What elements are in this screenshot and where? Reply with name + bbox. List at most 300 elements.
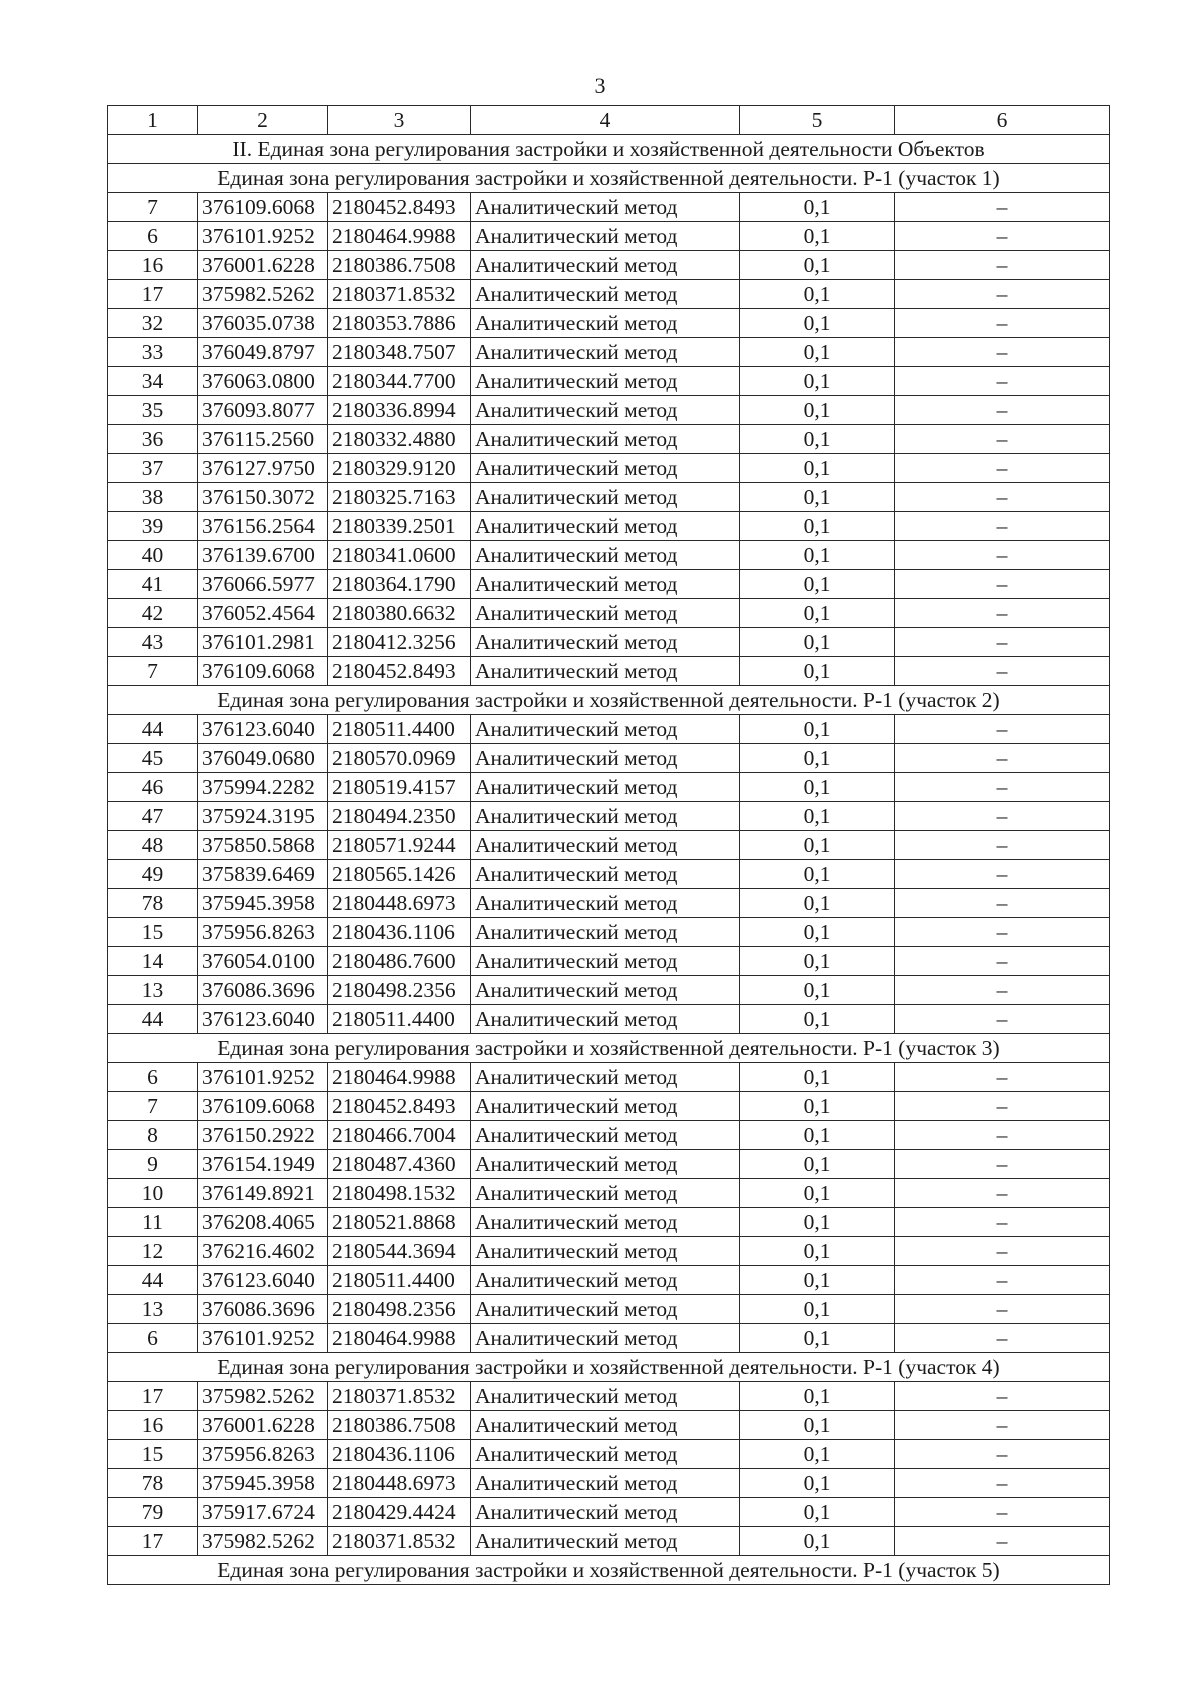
- note-cell: –: [895, 860, 1110, 889]
- y-coordinate-cell: 2180341.0600: [328, 541, 471, 570]
- table-row: [108, 280, 1110, 309]
- precision-cell: 0,1: [740, 1208, 895, 1237]
- y-coordinate-cell: 2180371.8532: [328, 280, 471, 309]
- note-cell: –: [895, 280, 1110, 309]
- table-row: [108, 483, 1110, 512]
- precision-cell: 0,1: [740, 280, 895, 309]
- note-cell: –: [895, 599, 1110, 628]
- y-coordinate-cell: 2180544.3694: [328, 1237, 471, 1266]
- table-row: [108, 1498, 1110, 1527]
- point-number-cell: 16: [108, 1411, 198, 1440]
- column-header: 2: [198, 106, 328, 135]
- table-row: [108, 1324, 1110, 1353]
- precision-cell: 0,1: [740, 1179, 895, 1208]
- group-title: Единая зона регулирования застройки и хозяйственной деятельности. Р-1 (участок 3): [108, 1034, 1110, 1063]
- table-row: [108, 1382, 1110, 1411]
- y-coordinate-cell: 2180464.9988: [328, 1324, 471, 1353]
- precision-cell: 0,1: [740, 570, 895, 599]
- note-cell: –: [895, 802, 1110, 831]
- method-cell: Аналитический метод: [471, 715, 740, 744]
- x-coordinate-cell: 375956.8263: [198, 1440, 328, 1469]
- y-coordinate-cell: 2180436.1106: [328, 918, 471, 947]
- point-number-cell: 16: [108, 251, 198, 280]
- precision-cell: 0,1: [740, 802, 895, 831]
- note-cell: –: [895, 1440, 1110, 1469]
- y-coordinate-cell: 2180329.9120: [328, 454, 471, 483]
- x-coordinate-cell: 376101.9252: [198, 222, 328, 251]
- precision-cell: 0,1: [740, 947, 895, 976]
- method-cell: Аналитический метод: [471, 251, 740, 280]
- y-coordinate-cell: 2180486.7600: [328, 947, 471, 976]
- note-cell: –: [895, 918, 1110, 947]
- column-header: 6: [895, 106, 1110, 135]
- x-coordinate-cell: 375982.5262: [198, 280, 328, 309]
- x-coordinate-cell: 376115.2560: [198, 425, 328, 454]
- x-coordinate-cell: 376049.0680: [198, 744, 328, 773]
- point-number-cell: 47: [108, 802, 198, 831]
- table-row: [108, 1527, 1110, 1556]
- precision-cell: 0,1: [740, 1411, 895, 1440]
- table-row: [108, 425, 1110, 454]
- point-number-cell: 9: [108, 1150, 198, 1179]
- precision-cell: 0,1: [740, 396, 895, 425]
- point-number-cell: 78: [108, 1469, 198, 1498]
- precision-cell: 0,1: [740, 831, 895, 860]
- precision-cell: 0,1: [740, 1440, 895, 1469]
- y-coordinate-cell: 2180511.4400: [328, 1005, 471, 1034]
- y-coordinate-cell: 2180511.4400: [328, 1266, 471, 1295]
- precision-cell: 0,1: [740, 1092, 895, 1121]
- point-number-cell: 38: [108, 483, 198, 512]
- point-number-cell: 48: [108, 831, 198, 860]
- note-cell: –: [895, 1382, 1110, 1411]
- group-title-row: [108, 1353, 1110, 1382]
- point-number-cell: 39: [108, 512, 198, 541]
- precision-cell: 0,1: [740, 918, 895, 947]
- x-coordinate-cell: 376109.6068: [198, 1092, 328, 1121]
- x-coordinate-cell: 375850.5868: [198, 831, 328, 860]
- point-number-cell: 13: [108, 976, 198, 1005]
- group-title-row: [108, 164, 1110, 193]
- table-row: [108, 860, 1110, 889]
- x-coordinate-cell: 376086.3696: [198, 976, 328, 1005]
- x-coordinate-cell: 375945.3958: [198, 1469, 328, 1498]
- table-row: [108, 1092, 1110, 1121]
- precision-cell: 0,1: [740, 1382, 895, 1411]
- method-cell: Аналитический метод: [471, 599, 740, 628]
- note-cell: –: [895, 1498, 1110, 1527]
- method-cell: Аналитический метод: [471, 222, 740, 251]
- y-coordinate-cell: 2180429.4424: [328, 1498, 471, 1527]
- y-coordinate-cell: 2180466.7004: [328, 1121, 471, 1150]
- y-coordinate-cell: 2180519.4157: [328, 773, 471, 802]
- table-row: [108, 1295, 1110, 1324]
- table-row: [108, 396, 1110, 425]
- precision-cell: 0,1: [740, 773, 895, 802]
- table-row: [108, 918, 1110, 947]
- y-coordinate-cell: 2180511.4400: [328, 715, 471, 744]
- method-cell: Аналитический метод: [471, 1324, 740, 1353]
- point-number-cell: 33: [108, 338, 198, 367]
- x-coordinate-cell: 376156.2564: [198, 512, 328, 541]
- y-coordinate-cell: 2180494.2350: [328, 802, 471, 831]
- note-cell: –: [895, 889, 1110, 918]
- point-number-cell: 40: [108, 541, 198, 570]
- x-coordinate-cell: 376049.8797: [198, 338, 328, 367]
- group-title: Единая зона регулирования застройки и хозяйственной деятельности. Р-1 (участок 4): [108, 1353, 1110, 1382]
- point-number-cell: 41: [108, 570, 198, 599]
- table-row: [108, 222, 1110, 251]
- section-title: II. Единая зона регулирования застройки и хозяйственной деятельности Объектов: [108, 135, 1110, 164]
- table-row: [108, 1469, 1110, 1498]
- y-coordinate-cell: 2180412.3256: [328, 628, 471, 657]
- note-cell: –: [895, 570, 1110, 599]
- group-title-row: [108, 686, 1110, 715]
- precision-cell: 0,1: [740, 1005, 895, 1034]
- method-cell: Аналитический метод: [471, 657, 740, 686]
- precision-cell: 0,1: [740, 251, 895, 280]
- method-cell: Аналитический метод: [471, 367, 740, 396]
- table-row: [108, 1179, 1110, 1208]
- y-coordinate-cell: 2180436.1106: [328, 1440, 471, 1469]
- y-coordinate-cell: 2180464.9988: [328, 222, 471, 251]
- note-cell: –: [895, 1237, 1110, 1266]
- table-row: [108, 715, 1110, 744]
- point-number-cell: 49: [108, 860, 198, 889]
- method-cell: Аналитический метод: [471, 425, 740, 454]
- table-row: [108, 947, 1110, 976]
- note-cell: –: [895, 657, 1110, 686]
- table-row: [108, 831, 1110, 860]
- table-row: [108, 454, 1110, 483]
- method-cell: Аналитический метод: [471, 512, 740, 541]
- y-coordinate-cell: 2180371.8532: [328, 1382, 471, 1411]
- table-row: [108, 1208, 1110, 1237]
- point-number-cell: 12: [108, 1237, 198, 1266]
- x-coordinate-cell: 376066.5977: [198, 570, 328, 599]
- x-coordinate-cell: 376035.0738: [198, 309, 328, 338]
- method-cell: Аналитический метод: [471, 1150, 740, 1179]
- coordinates-table: [107, 105, 1110, 1585]
- y-coordinate-cell: 2180571.9244: [328, 831, 471, 860]
- y-coordinate-cell: 2180336.8994: [328, 396, 471, 425]
- method-cell: Аналитический метод: [471, 628, 740, 657]
- table-row: [108, 193, 1110, 222]
- point-number-cell: 17: [108, 280, 198, 309]
- method-cell: Аналитический метод: [471, 1411, 740, 1440]
- y-coordinate-cell: 2180364.1790: [328, 570, 471, 599]
- note-cell: –: [895, 976, 1110, 1005]
- point-number-cell: 44: [108, 715, 198, 744]
- note-cell: –: [895, 1266, 1110, 1295]
- note-cell: –: [895, 1411, 1110, 1440]
- y-coordinate-cell: 2180448.6973: [328, 889, 471, 918]
- note-cell: –: [895, 1063, 1110, 1092]
- column-header: 3: [328, 106, 471, 135]
- x-coordinate-cell: 376139.6700: [198, 541, 328, 570]
- note-cell: –: [895, 193, 1110, 222]
- precision-cell: 0,1: [740, 425, 895, 454]
- table-row: [108, 744, 1110, 773]
- precision-cell: 0,1: [740, 1237, 895, 1266]
- point-number-cell: 15: [108, 918, 198, 947]
- y-coordinate-cell: 2180498.1532: [328, 1179, 471, 1208]
- precision-cell: 0,1: [740, 715, 895, 744]
- point-number-cell: 78: [108, 889, 198, 918]
- y-coordinate-cell: 2180380.6632: [328, 599, 471, 628]
- y-coordinate-cell: 2180498.2356: [328, 976, 471, 1005]
- precision-cell: 0,1: [740, 1121, 895, 1150]
- point-number-cell: 6: [108, 1063, 198, 1092]
- y-coordinate-cell: 2180339.2501: [328, 512, 471, 541]
- x-coordinate-cell: 375994.2282: [198, 773, 328, 802]
- table-row: [108, 541, 1110, 570]
- x-coordinate-cell: 376001.6228: [198, 251, 328, 280]
- note-cell: –: [895, 1179, 1110, 1208]
- note-cell: –: [895, 483, 1110, 512]
- precision-cell: 0,1: [740, 1150, 895, 1179]
- y-coordinate-cell: 2180498.2356: [328, 1295, 471, 1324]
- table-row: [108, 309, 1110, 338]
- table-body: [108, 106, 1110, 1585]
- precision-cell: 0,1: [740, 1469, 895, 1498]
- precision-cell: 0,1: [740, 541, 895, 570]
- note-cell: –: [895, 831, 1110, 860]
- precision-cell: 0,1: [740, 976, 895, 1005]
- note-cell: –: [895, 454, 1110, 483]
- table-row: [108, 251, 1110, 280]
- point-number-cell: 42: [108, 599, 198, 628]
- table-row: [108, 657, 1110, 686]
- method-cell: Аналитический метод: [471, 1382, 740, 1411]
- precision-cell: 0,1: [740, 744, 895, 773]
- y-coordinate-cell: 2180353.7886: [328, 309, 471, 338]
- note-cell: –: [895, 1527, 1110, 1556]
- x-coordinate-cell: 376154.1949: [198, 1150, 328, 1179]
- precision-cell: 0,1: [740, 512, 895, 541]
- precision-cell: 0,1: [740, 222, 895, 251]
- note-cell: –: [895, 1295, 1110, 1324]
- x-coordinate-cell: 376001.6228: [198, 1411, 328, 1440]
- x-coordinate-cell: 376093.8077: [198, 396, 328, 425]
- note-cell: –: [895, 947, 1110, 976]
- point-number-cell: 7: [108, 193, 198, 222]
- note-cell: –: [895, 222, 1110, 251]
- point-number-cell: 17: [108, 1382, 198, 1411]
- section-title-row: [108, 135, 1110, 164]
- method-cell: Аналитический метод: [471, 744, 740, 773]
- method-cell: Аналитический метод: [471, 1266, 740, 1295]
- method-cell: Аналитический метод: [471, 1237, 740, 1266]
- y-coordinate-cell: 2180464.9988: [328, 1063, 471, 1092]
- point-number-cell: 35: [108, 396, 198, 425]
- table-row: [108, 1440, 1110, 1469]
- method-cell: Аналитический метод: [471, 1208, 740, 1237]
- precision-cell: 0,1: [740, 367, 895, 396]
- point-number-cell: 34: [108, 367, 198, 396]
- point-number-cell: 44: [108, 1005, 198, 1034]
- group-title: Единая зона регулирования застройки и хозяйственной деятельности. Р-1 (участок 1): [108, 164, 1110, 193]
- note-cell: –: [895, 512, 1110, 541]
- table-row: [108, 802, 1110, 831]
- x-coordinate-cell: 375839.6469: [198, 860, 328, 889]
- point-number-cell: 36: [108, 425, 198, 454]
- point-number-cell: 10: [108, 1179, 198, 1208]
- point-number-cell: 79: [108, 1498, 198, 1527]
- note-cell: –: [895, 396, 1110, 425]
- note-cell: –: [895, 541, 1110, 570]
- table-row: [108, 773, 1110, 802]
- x-coordinate-cell: 376063.0800: [198, 367, 328, 396]
- x-coordinate-cell: 376109.6068: [198, 657, 328, 686]
- note-cell: –: [895, 1005, 1110, 1034]
- precision-cell: 0,1: [740, 1266, 895, 1295]
- precision-cell: 0,1: [740, 889, 895, 918]
- x-coordinate-cell: 376109.6068: [198, 193, 328, 222]
- precision-cell: 0,1: [740, 1498, 895, 1527]
- method-cell: Аналитический метод: [471, 976, 740, 1005]
- point-number-cell: 45: [108, 744, 198, 773]
- x-coordinate-cell: 376054.0100: [198, 947, 328, 976]
- y-coordinate-cell: 2180565.1426: [328, 860, 471, 889]
- point-number-cell: 37: [108, 454, 198, 483]
- table-row: [108, 1237, 1110, 1266]
- x-coordinate-cell: 376150.3072: [198, 483, 328, 512]
- table-row: [108, 976, 1110, 1005]
- precision-cell: 0,1: [740, 1527, 895, 1556]
- x-coordinate-cell: 376052.4564: [198, 599, 328, 628]
- method-cell: Аналитический метод: [471, 570, 740, 599]
- precision-cell: 0,1: [740, 338, 895, 367]
- precision-cell: 0,1: [740, 657, 895, 686]
- method-cell: Аналитический метод: [471, 773, 740, 802]
- note-cell: –: [895, 1324, 1110, 1353]
- method-cell: Аналитический метод: [471, 1440, 740, 1469]
- x-coordinate-cell: 376127.9750: [198, 454, 328, 483]
- point-number-cell: 13: [108, 1295, 198, 1324]
- note-cell: –: [895, 1092, 1110, 1121]
- precision-cell: 0,1: [740, 1295, 895, 1324]
- x-coordinate-cell: 376086.3696: [198, 1295, 328, 1324]
- table-row: [108, 1411, 1110, 1440]
- note-cell: –: [895, 309, 1110, 338]
- method-cell: Аналитический метод: [471, 1092, 740, 1121]
- group-title: Единая зона регулирования застройки и хозяйственной деятельности. Р-1 (участок 5): [108, 1556, 1110, 1585]
- group-title-row: [108, 1556, 1110, 1585]
- column-header: 5: [740, 106, 895, 135]
- precision-cell: 0,1: [740, 860, 895, 889]
- x-coordinate-cell: 375917.6724: [198, 1498, 328, 1527]
- x-coordinate-cell: 375982.5262: [198, 1527, 328, 1556]
- method-cell: Аналитический метод: [471, 918, 740, 947]
- note-cell: –: [895, 1121, 1110, 1150]
- x-coordinate-cell: 375945.3958: [198, 889, 328, 918]
- precision-cell: 0,1: [740, 1324, 895, 1353]
- x-coordinate-cell: 376123.6040: [198, 1005, 328, 1034]
- x-coordinate-cell: 375924.3195: [198, 802, 328, 831]
- table-row: [108, 1005, 1110, 1034]
- precision-cell: 0,1: [740, 628, 895, 657]
- method-cell: Аналитический метод: [471, 309, 740, 338]
- point-number-cell: 46: [108, 773, 198, 802]
- y-coordinate-cell: 2180348.7507: [328, 338, 471, 367]
- method-cell: Аналитический метод: [471, 1005, 740, 1034]
- method-cell: Аналитический метод: [471, 454, 740, 483]
- y-coordinate-cell: 2180570.0969: [328, 744, 471, 773]
- note-cell: –: [895, 744, 1110, 773]
- point-number-cell: 43: [108, 628, 198, 657]
- point-number-cell: 7: [108, 1092, 198, 1121]
- point-number-cell: 15: [108, 1440, 198, 1469]
- method-cell: Аналитический метод: [471, 1527, 740, 1556]
- table-row: [108, 1063, 1110, 1092]
- method-cell: Аналитический метод: [471, 483, 740, 512]
- method-cell: Аналитический метод: [471, 193, 740, 222]
- method-cell: Аналитический метод: [471, 889, 740, 918]
- table-row: [108, 367, 1110, 396]
- note-cell: –: [895, 628, 1110, 657]
- method-cell: Аналитический метод: [471, 947, 740, 976]
- method-cell: Аналитический метод: [471, 396, 740, 425]
- table-row: [108, 889, 1110, 918]
- note-cell: –: [895, 1469, 1110, 1498]
- point-number-cell: 44: [108, 1266, 198, 1295]
- method-cell: Аналитический метод: [471, 831, 740, 860]
- point-number-cell: 17: [108, 1527, 198, 1556]
- precision-cell: 0,1: [740, 599, 895, 628]
- x-coordinate-cell: 376216.4602: [198, 1237, 328, 1266]
- y-coordinate-cell: 2180332.4880: [328, 425, 471, 454]
- precision-cell: 0,1: [740, 193, 895, 222]
- note-cell: –: [895, 773, 1110, 802]
- point-number-cell: 6: [108, 1324, 198, 1353]
- table-row: [108, 1121, 1110, 1150]
- note-cell: –: [895, 715, 1110, 744]
- page-number: 3: [594, 73, 606, 98]
- x-coordinate-cell: 376149.8921: [198, 1179, 328, 1208]
- method-cell: Аналитический метод: [471, 1469, 740, 1498]
- precision-cell: 0,1: [740, 454, 895, 483]
- method-cell: Аналитический метод: [471, 1121, 740, 1150]
- point-number-cell: 8: [108, 1121, 198, 1150]
- y-coordinate-cell: 2180487.4360: [328, 1150, 471, 1179]
- point-number-cell: 32: [108, 309, 198, 338]
- point-number-cell: 6: [108, 222, 198, 251]
- column-header: 1: [108, 106, 198, 135]
- note-cell: –: [895, 425, 1110, 454]
- y-coordinate-cell: 2180448.6973: [328, 1469, 471, 1498]
- point-number-cell: 7: [108, 657, 198, 686]
- x-coordinate-cell: 376101.9252: [198, 1063, 328, 1092]
- x-coordinate-cell: 376150.2922: [198, 1121, 328, 1150]
- method-cell: Аналитический метод: [471, 1295, 740, 1324]
- table-row: [108, 338, 1110, 367]
- method-cell: Аналитический метод: [471, 860, 740, 889]
- point-number-cell: 14: [108, 947, 198, 976]
- method-cell: Аналитический метод: [471, 802, 740, 831]
- y-coordinate-cell: 2180344.7700: [328, 367, 471, 396]
- note-cell: –: [895, 367, 1110, 396]
- y-coordinate-cell: 2180521.8868: [328, 1208, 471, 1237]
- table-row: [108, 599, 1110, 628]
- x-coordinate-cell: 375956.8263: [198, 918, 328, 947]
- x-coordinate-cell: 376208.4065: [198, 1208, 328, 1237]
- method-cell: Аналитический метод: [471, 1179, 740, 1208]
- column-header-row: [108, 106, 1110, 135]
- precision-cell: 0,1: [740, 309, 895, 338]
- y-coordinate-cell: 2180386.7508: [328, 251, 471, 280]
- y-coordinate-cell: 2180325.7163: [328, 483, 471, 512]
